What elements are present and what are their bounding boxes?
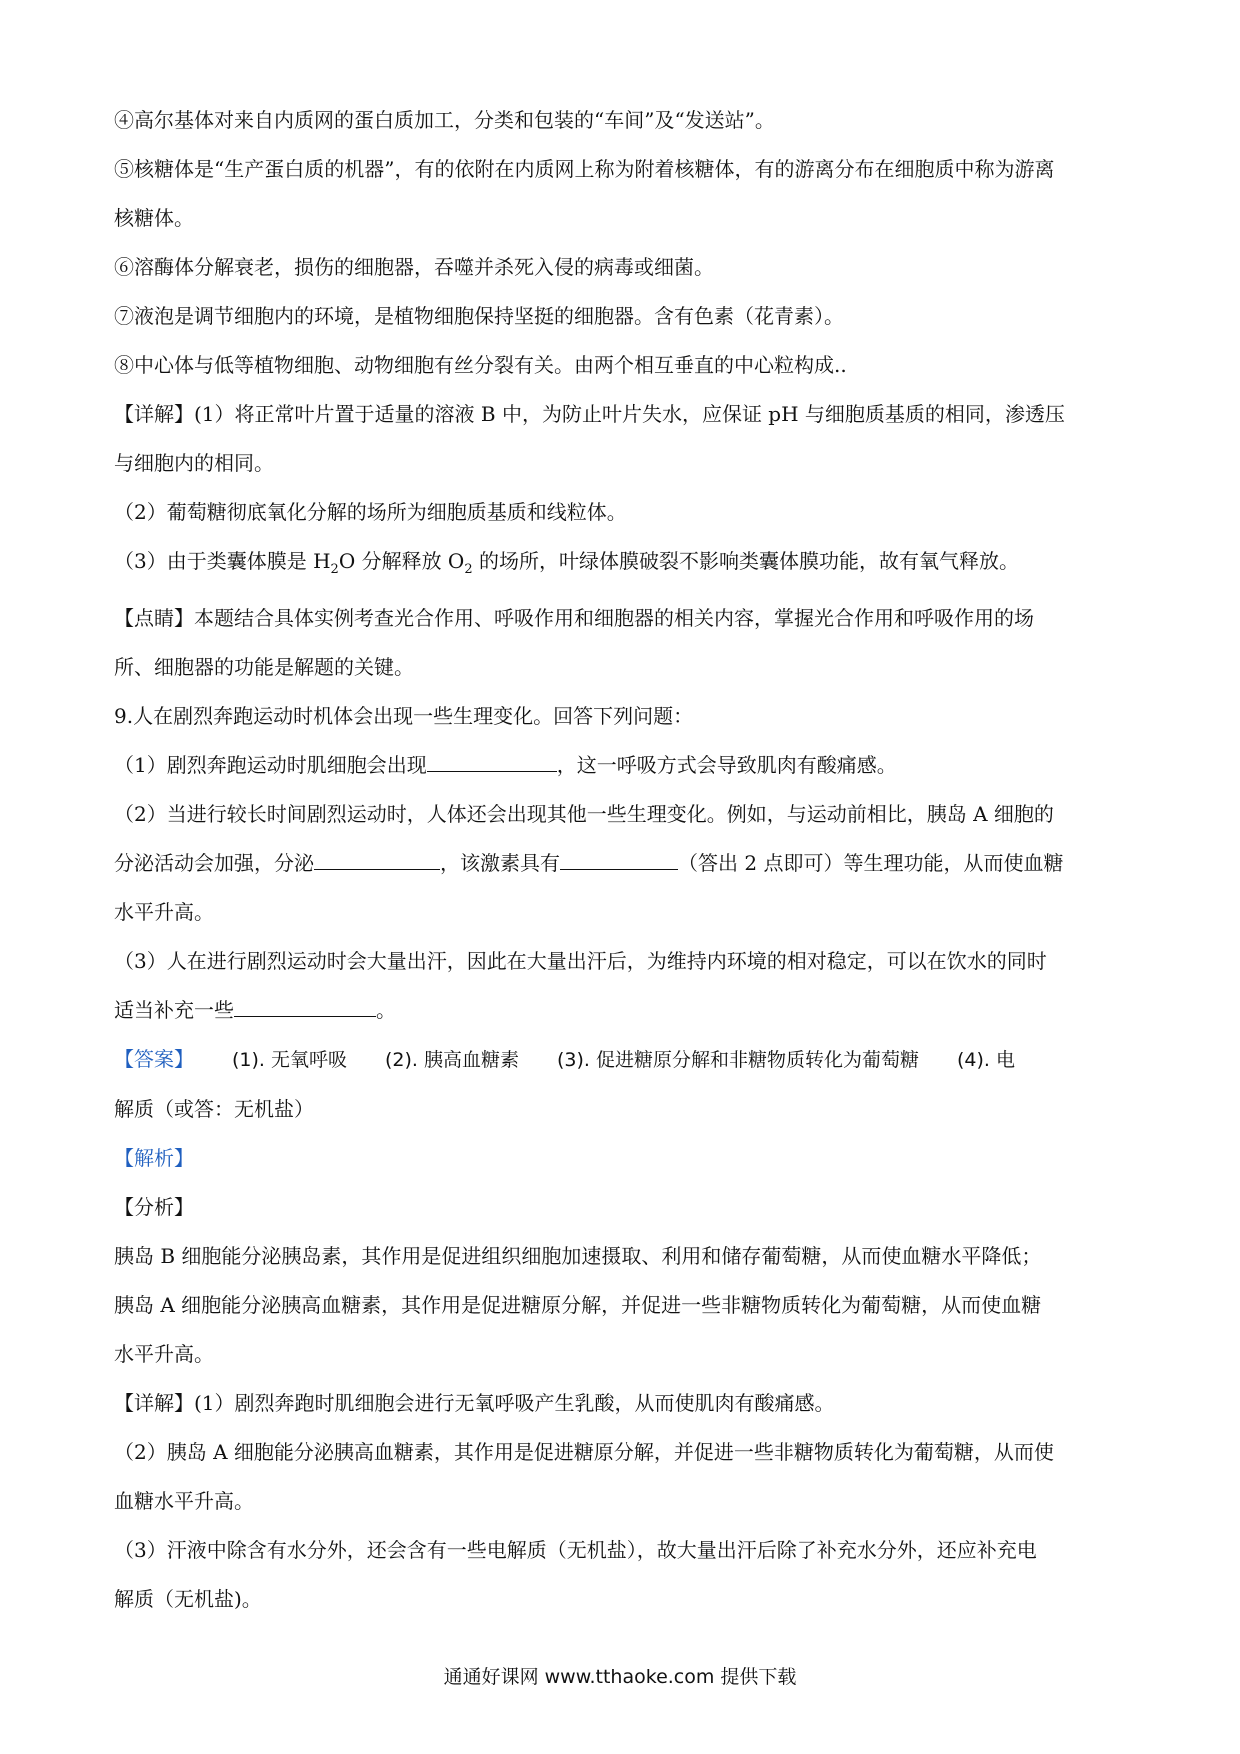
xiangjie-line: （3）汗液中除含有水分外，还会含有一些电解质（无机盐），故大量出汗后除了补充水分外，还应补充电 (114, 1538, 1037, 1562)
fenxi-tag: 【分析】 (114, 1195, 194, 1219)
text-line: ⑧中心体与低等植物细胞、动物细胞有丝分裂有关。由两个相互垂直的中心粒构成.. (114, 353, 847, 377)
text-line: 核糖体。 (114, 206, 194, 230)
dianjing-line: 【点睛】本题结合具体实例考查光合作用、呼吸作用和细胞器的相关内容，掌握光合作用和呼吸作用的场 (114, 606, 1034, 630)
text-line: 与细胞内的相同。 (114, 451, 274, 475)
text-line: 【详解】(1）将正常叶片置于适量的溶液 B 中，为防止叶片失水，应保证 pH 与细胞质基质的相同，渗透压 (114, 402, 1065, 426)
question-title: 9.人在剧烈奔跑运动时机体会出现一些生理变化。回答下列问题： (114, 704, 694, 728)
answer-blank (234, 994, 376, 1017)
fenxi-line: 胰岛 B 细胞能分泌胰岛素，其作用是促进组织细胞加速摄取、利用和储存葡萄糖，从而使血糖水平降低； (114, 1244, 1042, 1268)
question-part-2: （2）当进行较长时间剧烈运动时，人体还会出现其他一些生理变化。例如，与运动前相比，胰岛 A 细胞的 (114, 802, 1054, 826)
question-part-2-cont: 分泌活动会加强，分泌 ，该激素具有 （答出 2 点即可）等生理功能，从而使血糖 (114, 839, 1134, 888)
xiangjie-line: 解质（无机盐)。 (114, 1587, 262, 1611)
text-line: ④高尔基体对来自内质网的蛋白质加工，分类和包装的“车间”及“发送站”。 (114, 108, 775, 132)
answer-line: 【答案】 (1). 无氧呼吸 (2). 胰高血糖素 (3). 促进糖原分解和非糖物质转化为葡萄糖 (4). 电 (114, 1047, 1015, 1071)
fenxi-line: 水平升高。 (114, 1342, 214, 1366)
xiangjie-line: （2）胰岛 A 细胞能分泌胰高血糖素，其作用是促进糖原分解，并促进一些非糖物质转化为葡萄糖，从而使 (114, 1440, 1054, 1464)
answer-blank (314, 847, 440, 870)
page-footer: 通通好课网 www.tthaoke.com 提供下载 (443, 1666, 797, 1688)
answer-tag: 【答案】 (114, 1047, 194, 1071)
xiangjie-line: 【详解】(1）剧烈奔跑时肌细胞会进行无氧呼吸产生乳酸，从而使肌肉有酸痛感。 (114, 1391, 835, 1415)
document-body (114, 96, 1134, 1624)
question-part-1: （1）剧烈奔跑运动时肌细胞会出现 ，这一呼吸方式会导致肌肉有酸痛感。 (114, 741, 1134, 790)
answer-blank (427, 749, 557, 772)
question-part-2-cont: 水平升高。 (114, 900, 214, 924)
text-line: （2）葡萄糖彻底氧化分解的场所为细胞质基质和线粒体。 (114, 500, 627, 524)
text-line: ⑥溶酶体分解衰老，损伤的细胞器，吞噬并杀死入侵的病毒或细菌。 (114, 255, 714, 279)
answer-blank (560, 847, 678, 870)
dianjing-line: 所、细胞器的功能是解题的关键。 (114, 655, 414, 679)
xiangjie-line: 血糖水平升高。 (114, 1489, 254, 1513)
text-line: ⑦液泡是调节细胞内的环境，是植物细胞保持坚挺的细胞器。含有色素（花青素）。 (114, 304, 844, 328)
question-part-3: （3）人在进行剧烈运动时会大量出汗，因此在大量出汗后，为维持内环境的相对稳定，可以在饮水的同时 (114, 949, 1047, 973)
text-line-o2: （3）由于类囊体膜是 $H_2O$ 分解释放 $O_2$ 的场所，叶绿体膜破裂不影响类囊体膜功能，故有氧气释放。 (114, 549, 1019, 577)
question-part-3-cont: 适当补充一些 。 (114, 986, 1134, 1035)
fenxi-line: 胰岛 A 细胞能分泌胰高血糖素，其作用是促进糖原分解，并促进一些非糖物质转化为葡萄糖，从而使血糖 (114, 1293, 1042, 1317)
answer-line-cont: 解质（或答：无机盐） (114, 1097, 314, 1121)
text-line: ⑤核糖体是“生产蛋白质的机器”，有的依附在内质网上称为附着核糖体，有的游离分布在细胞质中称为游离 (114, 157, 1055, 181)
jiexi-tag: 【解析】 (114, 1146, 194, 1170)
